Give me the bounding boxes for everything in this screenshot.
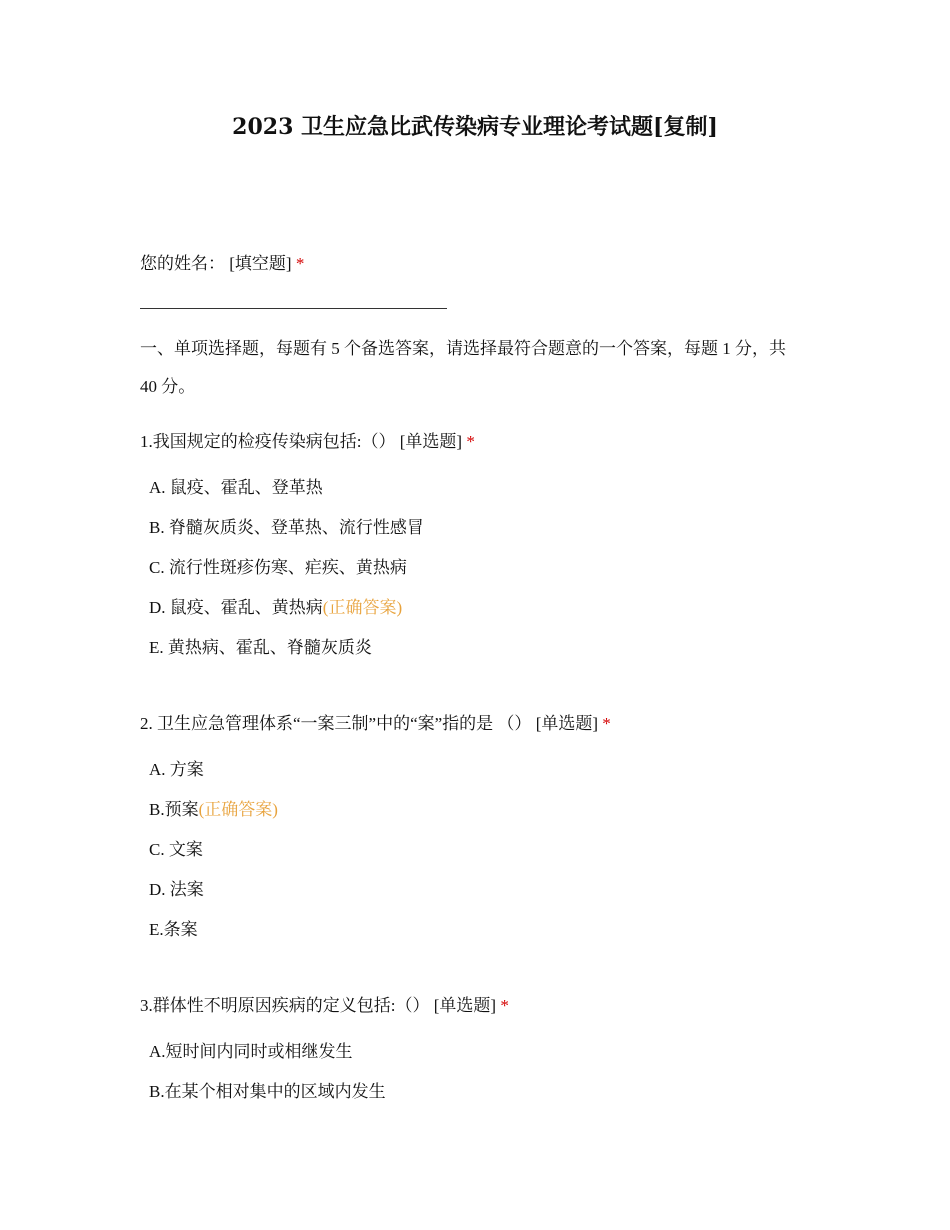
required-mark: * bbox=[602, 714, 611, 733]
question-type: [填空题] bbox=[229, 254, 292, 273]
option-1c[interactable]: C. 流行性斑疹伤寒、疟疾、黄热病 bbox=[149, 558, 407, 577]
option-2e[interactable]: E.条案 bbox=[149, 920, 198, 939]
option-1a[interactable]: A. 鼠疫、霍乱、登革热 bbox=[149, 478, 323, 497]
option-3a[interactable]: A.短时间内同时或相继发生 bbox=[149, 1042, 353, 1061]
option-2b[interactable]: B.预案(正确答案) bbox=[149, 800, 278, 819]
page-title: 2023 卫生应急比武传染病专业理论考试题[复制] bbox=[232, 114, 718, 140]
option-2c[interactable]: C. 文案 bbox=[149, 840, 203, 859]
name-question bbox=[140, 252, 304, 276]
question-type: [单选题] bbox=[433, 996, 497, 1015]
question-type: [单选题] bbox=[535, 714, 599, 733]
required-mark: * bbox=[466, 432, 475, 451]
question-1 bbox=[140, 430, 475, 454]
question-text: 2. 卫生应急管理体系“一案三制”中的“案”指的是 （） bbox=[140, 714, 532, 733]
question-text: 1.我国规定的检疫传染病包括:（） bbox=[140, 432, 396, 451]
question-3 bbox=[140, 994, 509, 1018]
section-heading: 一、单项选择题，每题有 5 个备选答案，请选择最符合题意的一个答案，每题 1 分，共 40 分。 bbox=[140, 339, 786, 396]
option-2a[interactable]: A. 方案 bbox=[149, 760, 204, 779]
required-mark: * bbox=[295, 254, 305, 273]
correct-answer-label: (正确答案) bbox=[198, 800, 278, 819]
option-1b[interactable]: B. 脊髓灰质炎、登革热、流行性感冒 bbox=[149, 518, 424, 537]
option-1e[interactable]: E. 黄热病、霍乱、脊髓灰质炎 bbox=[149, 638, 372, 657]
question-2 bbox=[140, 712, 611, 736]
option-2d[interactable]: D. 法案 bbox=[149, 880, 204, 899]
required-mark: * bbox=[500, 996, 509, 1015]
question-type: [单选题] bbox=[399, 432, 463, 451]
option-3b[interactable]: B.在某个相对集中的区域内发生 bbox=[149, 1082, 386, 1101]
name-input-line[interactable] bbox=[140, 308, 447, 309]
question-text: 3.群体性不明原因疾病的定义包括:（） bbox=[140, 996, 430, 1015]
correct-answer-label: (正确答案) bbox=[322, 598, 403, 617]
option-1d[interactable]: D. 鼠疫、霍乱、黄热病(正确答案) bbox=[149, 598, 403, 617]
name-label: 您的姓名： bbox=[140, 254, 225, 273]
